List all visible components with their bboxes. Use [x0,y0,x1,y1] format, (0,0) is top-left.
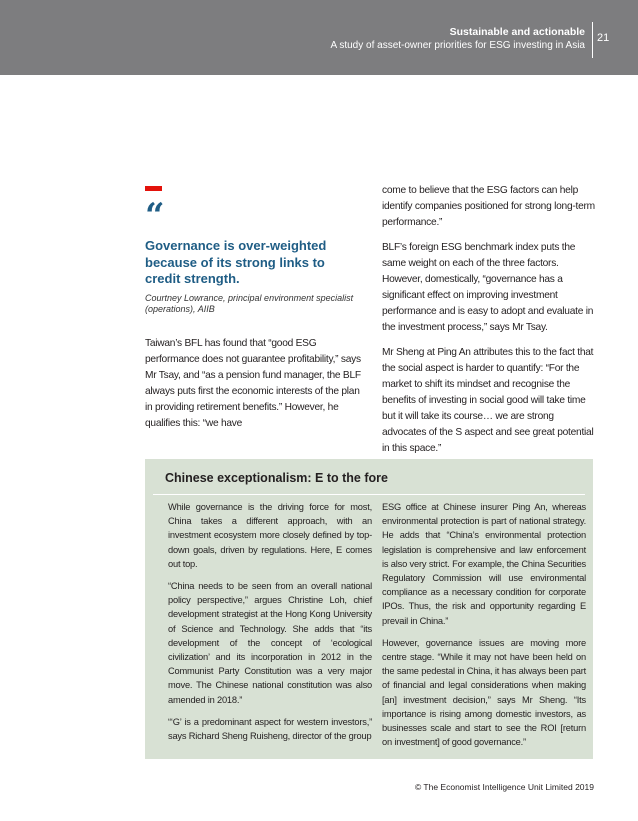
report-title: Sustainable and actionable [449,26,585,38]
pull-quote-text: Governance is over-weighted because of its strong links to credit strength. [145,238,327,286]
box-left-paragraph-3: “‘G’ is a predominant aspect for western investors,” says Richard Sheng Ruisheng, director of the group [168,716,372,742]
left-column [145,336,361,441]
quote-mark-icon: “ [145,196,165,236]
report-subtitle: A study of asset-owner priorities for ESG investing in Asia [330,40,585,51]
box-divider [153,494,585,495]
pull-quote-attribution: Courtney Lowrance, principal environment specialist (operations), AIIB [145,293,354,314]
left-paragraph-1: Taiwan’s BFL has found that “good ESG performance does not guarantee profitability,” says Mr Tsay, and “as a pension fund manager, the BLF always puts first the economic interests of the plan in providing retirement benefits.” However, he qualifies this: “we have [145,338,361,429]
accent-bar [145,186,162,191]
box-left-paragraph-1: While governance is the driving force for most, China takes a different approach, with an investment ecosystem more closely defined by top-down goals, driven by regulations. Here, E comes out top. [168,502,372,569]
box-left-column [168,500,372,751]
header-divider [592,22,593,58]
box-left-paragraph-2: “China needs to be seen from an overall national policy perspective,” argues Christine Loh, chief development strategist at the Hong Kong University of Science and Technology. She adds that “its development of the concept of ‘ecological civilization’ and its incorporation in 2012 in the Communist Party Constitution was a very major move. The Chinese national constitution was also amended in 2018.” [168,581,372,705]
page-number: 21 [597,32,610,44]
box-right-paragraph-2: However, governance issues are moving more centre stage. “While it may not have been held on the same pedestal in China, it has always been part of financial and legal considerations when making [an] investment decision,” says Mr Sheng. “Its importance is rising among domestic investors, as businesses scale and start to see the ROI [return on investment] of good governance.” [382,637,586,748]
box-right-paragraph-1: ESG office at Chinese insurer Ping An, whereas environmental protection is part of national strategy. He adds that “China’s environmental protection legislation is comprehensive and law enforcement is also very strict. For example, the China Securities Regulatory Commission will use environmental compliance as a necessary condition for corporate IPOs. Thus, the risk and opportunity regarding E prevail in China.” [382,502,586,626]
box-title: Chinese exceptionalism: E to the fore [165,471,388,485]
right-paragraph-1: come to believe that the ESG factors can help identify companies positioned for strong long-term performance.” [382,185,595,228]
right-paragraph-3: Mr Sheng at Ping An attributes this to the fact that the social aspect is harder to quantify: “For the market to shift its mindset and recognise the benefits of investing in social good will take time but it will take its course… we are strong advocates of the S aspect and see great potential in this space.” [382,347,594,454]
page-header [0,0,638,75]
right-column [382,183,598,466]
copyright-footer: © The Economist Intelligence Unit Limited 2019 [414,782,594,792]
right-paragraph-2: BLF’s foreign ESG benchmark index puts the same weight on each of the three factors. However, domestically, “governance has a significant effect on improving investment performance and is easy to adopt and evaluate in the investment process,” says Mr Tsay. [382,242,594,333]
box-right-column [382,500,586,757]
